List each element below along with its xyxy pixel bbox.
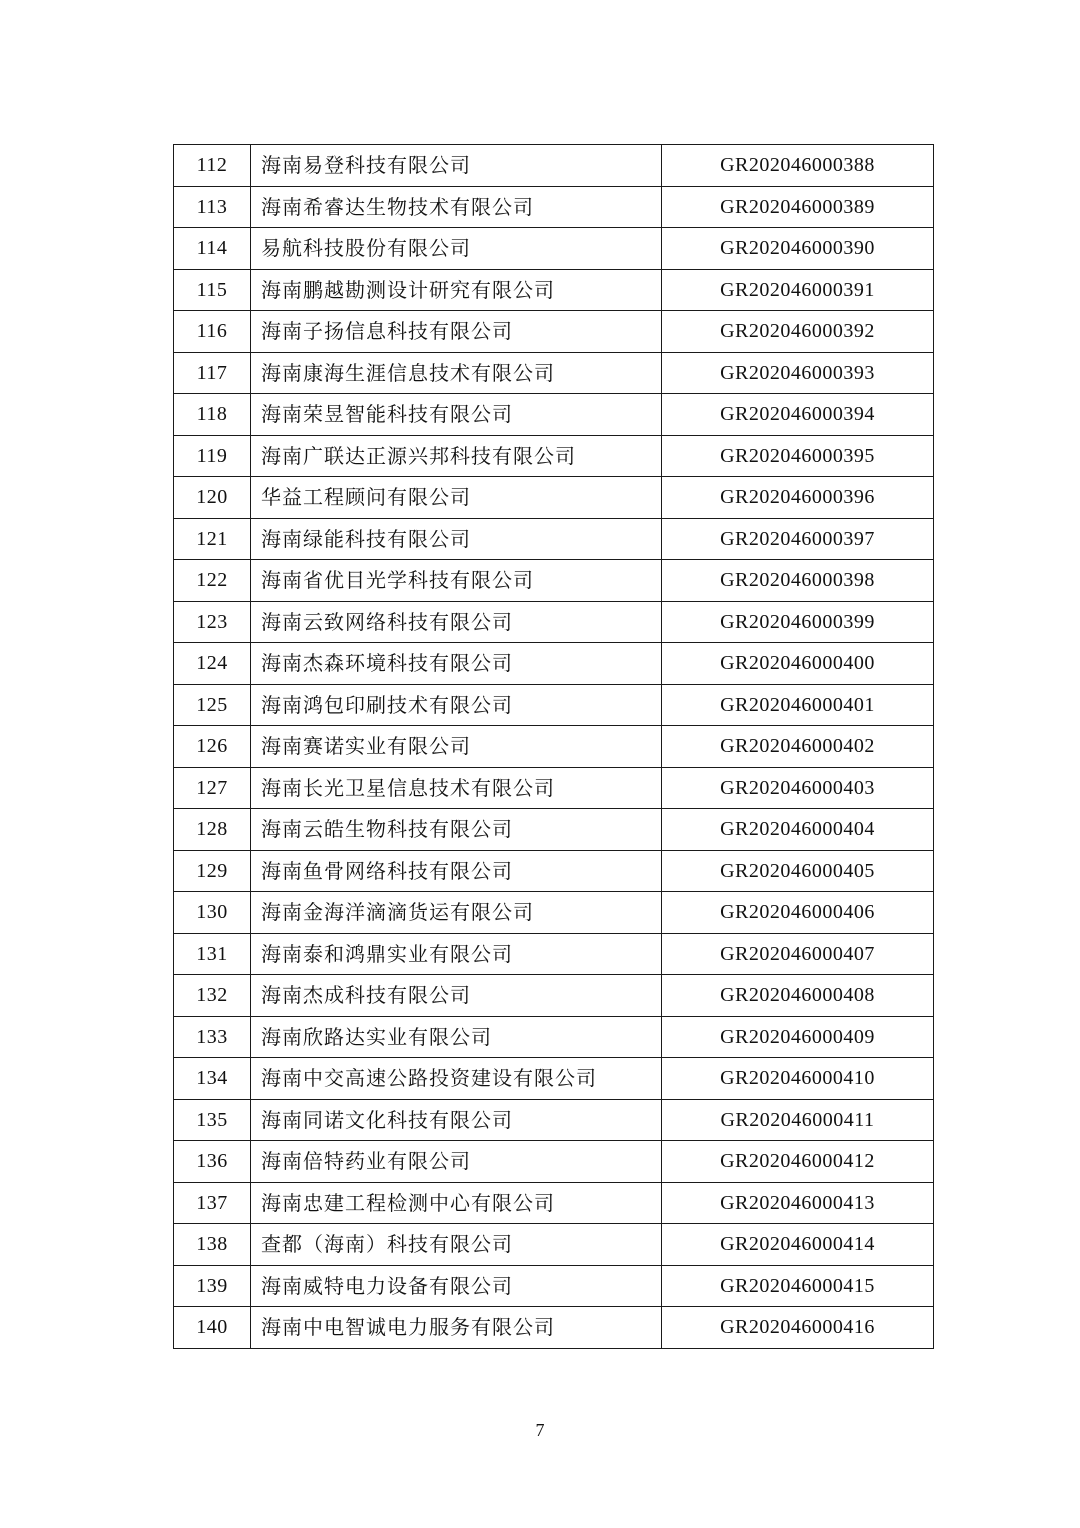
company-name: 华益工程顾问有限公司 — [251, 477, 662, 519]
certificate-number: GR202046000400 — [662, 643, 934, 685]
row-number: 113 — [174, 186, 251, 228]
company-name: 海南省优目光学科技有限公司 — [251, 560, 662, 602]
certificate-number: GR202046000390 — [662, 228, 934, 270]
certificate-number: GR202046000393 — [662, 352, 934, 394]
company-name: 海南云致网络科技有限公司 — [251, 601, 662, 643]
company-name: 海南泰和鸿鼎实业有限公司 — [251, 933, 662, 975]
table-row — [174, 892, 934, 934]
row-number: 119 — [174, 435, 251, 477]
table-row — [174, 269, 934, 311]
company-name: 海南中交高速公路投资建设有限公司 — [251, 1058, 662, 1100]
table-row — [174, 643, 934, 685]
row-number: 133 — [174, 1016, 251, 1058]
table-row — [174, 1099, 934, 1141]
row-number: 117 — [174, 352, 251, 394]
certificate-number: GR202046000399 — [662, 601, 934, 643]
certificate-number: GR202046000409 — [662, 1016, 934, 1058]
company-name: 易航科技股份有限公司 — [251, 228, 662, 270]
table-row — [174, 767, 934, 809]
company-name: 海南同诺文化科技有限公司 — [251, 1099, 662, 1141]
certificate-number: GR202046000392 — [662, 311, 934, 353]
row-number: 138 — [174, 1224, 251, 1266]
table-row — [174, 1141, 934, 1183]
certificate-number: GR202046000396 — [662, 477, 934, 519]
certificate-number: GR202046000413 — [662, 1182, 934, 1224]
table-row — [174, 1182, 934, 1224]
row-number: 132 — [174, 975, 251, 1017]
certificate-number: GR202046000397 — [662, 518, 934, 560]
table-row — [174, 311, 934, 353]
table-row — [174, 933, 934, 975]
row-number: 124 — [174, 643, 251, 685]
row-number: 127 — [174, 767, 251, 809]
row-number: 126 — [174, 726, 251, 768]
row-number: 125 — [174, 684, 251, 726]
table-row — [174, 145, 934, 187]
row-number: 120 — [174, 477, 251, 519]
certificate-number: GR202046000389 — [662, 186, 934, 228]
company-name: 海南鱼骨网络科技有限公司 — [251, 850, 662, 892]
row-number: 116 — [174, 311, 251, 353]
row-number: 135 — [174, 1099, 251, 1141]
certificate-number: GR202046000394 — [662, 394, 934, 436]
table-row — [174, 1058, 934, 1100]
company-name: 海南云皓生物科技有限公司 — [251, 809, 662, 851]
table-row — [174, 435, 934, 477]
company-name: 海南欣路达实业有限公司 — [251, 1016, 662, 1058]
certificate-number: GR202046000404 — [662, 809, 934, 851]
company-name: 海南荣昱智能科技有限公司 — [251, 394, 662, 436]
certificate-number: GR202046000398 — [662, 560, 934, 602]
table-row — [174, 850, 934, 892]
certificate-number: GR202046000411 — [662, 1099, 934, 1141]
table-row — [174, 186, 934, 228]
row-number: 112 — [174, 145, 251, 187]
row-number: 115 — [174, 269, 251, 311]
certificate-number: GR202046000410 — [662, 1058, 934, 1100]
table-row — [174, 809, 934, 851]
certificate-number: GR202046000407 — [662, 933, 934, 975]
certificate-number: GR202046000414 — [662, 1224, 934, 1266]
certificate-number: GR202046000415 — [662, 1265, 934, 1307]
company-name: 海南倍特药业有限公司 — [251, 1141, 662, 1183]
row-number: 129 — [174, 850, 251, 892]
company-name: 海南子扬信息科技有限公司 — [251, 311, 662, 353]
row-number: 122 — [174, 560, 251, 602]
certificate-number: GR202046000405 — [662, 850, 934, 892]
row-number: 137 — [174, 1182, 251, 1224]
table-row — [174, 684, 934, 726]
company-name: 海南康海生涯信息技术有限公司 — [251, 352, 662, 394]
company-name: 查都（海南）科技有限公司 — [251, 1224, 662, 1266]
company-certificate-table — [173, 144, 934, 1349]
company-name: 海南易登科技有限公司 — [251, 145, 662, 187]
table-row — [174, 560, 934, 602]
certificate-number: GR202046000408 — [662, 975, 934, 1017]
certificate-number: GR202046000406 — [662, 892, 934, 934]
company-name: 海南广联达正源兴邦科技有限公司 — [251, 435, 662, 477]
certificate-number: GR202046000403 — [662, 767, 934, 809]
company-name: 海南忠建工程检测中心有限公司 — [251, 1182, 662, 1224]
table-row — [174, 1265, 934, 1307]
certificate-number: GR202046000412 — [662, 1141, 934, 1183]
certificate-number: GR202046000402 — [662, 726, 934, 768]
company-name: 海南鸿包印刷技术有限公司 — [251, 684, 662, 726]
row-number: 131 — [174, 933, 251, 975]
company-name: 海南杰森环境科技有限公司 — [251, 643, 662, 685]
page-number: 7 — [535, 1420, 545, 1440]
row-number: 130 — [174, 892, 251, 934]
company-name: 海南中电智诚电力服务有限公司 — [251, 1307, 662, 1349]
table-row — [174, 726, 934, 768]
table-row — [174, 601, 934, 643]
table-row — [174, 1224, 934, 1266]
table-row — [174, 975, 934, 1017]
certificate-number: GR202046000388 — [662, 145, 934, 187]
company-name: 海南威特电力设备有限公司 — [251, 1265, 662, 1307]
row-number: 134 — [174, 1058, 251, 1100]
company-name: 海南鹏越勘测设计研究有限公司 — [251, 269, 662, 311]
certificate-number: GR202046000401 — [662, 684, 934, 726]
company-name: 海南金海洋滴滴货运有限公司 — [251, 892, 662, 934]
table-row — [174, 518, 934, 560]
certificate-number: GR202046000416 — [662, 1307, 934, 1349]
certificate-number: GR202046000395 — [662, 435, 934, 477]
row-number: 118 — [174, 394, 251, 436]
table-body — [174, 145, 934, 1349]
table-row — [174, 352, 934, 394]
row-number: 139 — [174, 1265, 251, 1307]
row-number: 128 — [174, 809, 251, 851]
table-row — [174, 1307, 934, 1349]
table-row — [174, 1016, 934, 1058]
table-row — [174, 394, 934, 436]
row-number: 121 — [174, 518, 251, 560]
table-row — [174, 477, 934, 519]
certificate-number: GR202046000391 — [662, 269, 934, 311]
row-number: 136 — [174, 1141, 251, 1183]
company-name: 海南希睿达生物技术有限公司 — [251, 186, 662, 228]
company-name: 海南绿能科技有限公司 — [251, 518, 662, 560]
row-number: 123 — [174, 601, 251, 643]
table-row — [174, 228, 934, 270]
company-name: 海南杰成科技有限公司 — [251, 975, 662, 1017]
row-number: 140 — [174, 1307, 251, 1349]
company-name: 海南长光卫星信息技术有限公司 — [251, 767, 662, 809]
company-name: 海南赛诺实业有限公司 — [251, 726, 662, 768]
row-number: 114 — [174, 228, 251, 270]
